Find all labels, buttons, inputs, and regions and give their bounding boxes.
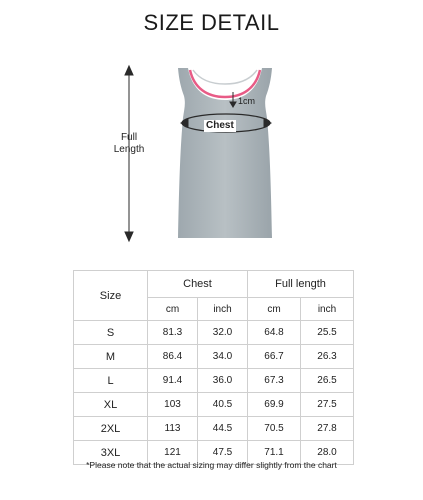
chest-inch-cell: 47.5	[198, 441, 248, 465]
length-inch-cell: 27.5	[301, 393, 354, 417]
full-length-label: Full Length	[113, 132, 145, 155]
length-cm-cell: 67.3	[248, 369, 301, 393]
table-row	[74, 369, 354, 393]
table-row	[74, 321, 354, 345]
chest-cm-cell: 121	[148, 441, 198, 465]
length-cm-cell: 70.5	[248, 417, 301, 441]
chest-inch-cell: 36.0	[198, 369, 248, 393]
chest-inch-cell: 32.0	[198, 321, 248, 345]
size-cell: 2XL	[74, 417, 148, 441]
chest-inch-cell: 44.5	[198, 417, 248, 441]
length-cm-cell: 66.7	[248, 345, 301, 369]
size-cell: M	[74, 345, 148, 369]
length-inch-cell: 25.5	[301, 321, 354, 345]
strap-width-label: 1cm	[238, 96, 256, 106]
length-inch-cell: 28.0	[301, 441, 354, 465]
chest-cm-cell: 86.4	[148, 345, 198, 369]
chest-inch-header: inch	[198, 298, 248, 321]
chest-cm-cell: 91.4	[148, 369, 198, 393]
length-inch-cell: 27.8	[301, 417, 354, 441]
chest-cm-header: cm	[148, 298, 198, 321]
length-cm-header: cm	[248, 298, 301, 321]
length-inch-cell: 26.3	[301, 345, 354, 369]
chest-cm-cell: 81.3	[148, 321, 198, 345]
length-cm-cell: 71.1	[248, 441, 301, 465]
size-cell: L	[74, 369, 148, 393]
length-inch-header: inch	[301, 298, 354, 321]
page-title: SIZE DETAIL	[143, 10, 280, 35]
chest-cm-cell: 113	[148, 417, 198, 441]
size-cell: 3XL	[74, 441, 148, 465]
size-header: Size	[74, 271, 148, 321]
chest-inch-cell: 40.5	[198, 393, 248, 417]
size-table	[73, 270, 354, 465]
size-cell: XL	[74, 393, 148, 417]
tank-top-body	[178, 68, 272, 238]
chest-header: Chest	[148, 271, 248, 298]
table-header-row	[74, 271, 354, 298]
table-row	[74, 345, 354, 369]
inner-back-neck	[193, 70, 257, 84]
table-row	[74, 393, 354, 417]
length-cm-cell: 64.8	[248, 321, 301, 345]
chest-label: Chest	[206, 120, 234, 131]
chest-cm-cell: 103	[148, 393, 198, 417]
full-length-header: Full length	[248, 271, 354, 298]
length-cm-cell: 69.9	[248, 393, 301, 417]
length-inch-cell: 26.5	[301, 369, 354, 393]
table-row	[74, 417, 354, 441]
size-cell: S	[74, 321, 148, 345]
sizing-disclaimer: *Please note that the actual sizing may differ slightly from the chart	[86, 460, 337, 470]
chest-inch-cell: 34.0	[198, 345, 248, 369]
